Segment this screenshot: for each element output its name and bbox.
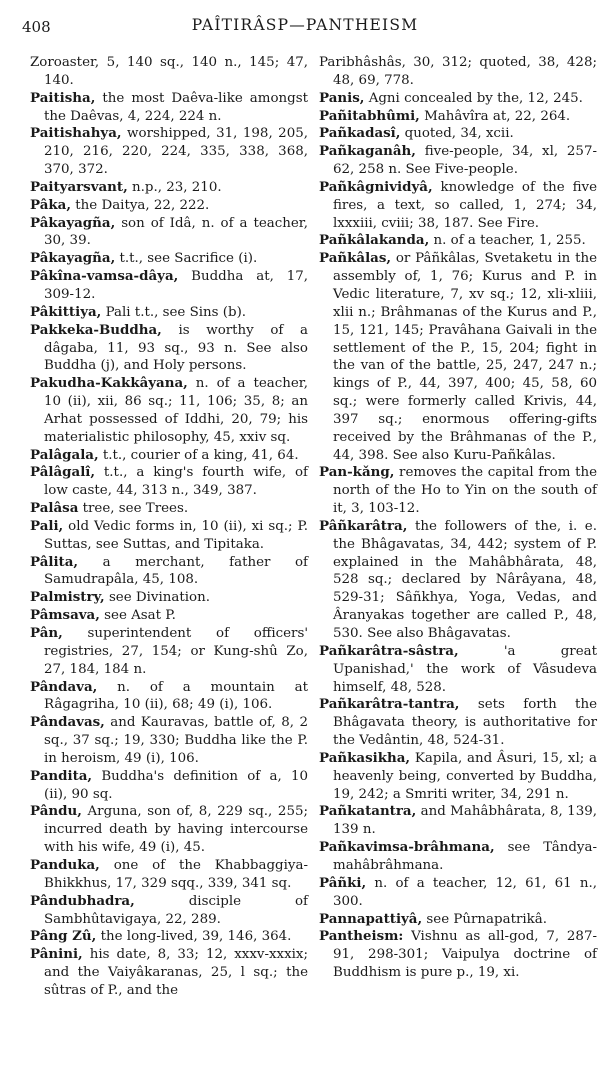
entry-text: 'a great Upanishad,' the work of Vâsudeva himself, 48, 528. [333,643,597,695]
index-entry [319,143,597,179]
entry-text: old Vedic forms in, 10 (ii), xi sq.; P. Suttas, see Suttas, and Tipitaka. [44,518,308,552]
entry-headword: Pâkayagña, [30,214,116,231]
index-entry [30,679,308,715]
entry-headword: Pândava, [30,678,98,695]
index-entry [319,643,597,697]
index-entry [30,54,308,90]
entry-headword: Pali, [30,517,64,534]
entry-headword: Pânini, [30,946,83,963]
entry-text: t.t., courier of a king, 41, 64. [102,447,299,463]
index-entry [30,500,308,518]
entry-headword: Pakudha-Kakkâyana, [30,375,188,392]
entry-headword: Pañkaganâh, [319,143,416,160]
entry-headword: Pâñkarâtra, [319,517,408,534]
index-entry [319,928,597,982]
index-entry [30,554,308,590]
index-entry [319,911,597,929]
entry-text: Agni concealed by the, 12, 245. [368,90,583,106]
entry-headword: Pândavas, [30,714,105,731]
entry-headword: Pakkeka-Buddha, [30,321,162,338]
entry-headword: Pân, [30,625,63,641]
index-entry [319,179,597,233]
entry-headword: Pândubhadra, [30,892,135,909]
entry-text: see Tândya-mahâbrâhmana. [333,840,597,873]
index-entry [30,625,308,679]
entry-headword: Pañkatantra, [319,803,417,820]
index-entry [30,857,308,893]
entry-headword: Paitishahya, [30,125,122,142]
entry-text: superintendent of officers' registries, 27, 154; or Kung-shû Zo, 27, 184, 184 n. [44,626,309,677]
index-entry [30,946,308,1000]
entry-text: see Pûrnapatrikâ. [426,911,548,927]
index-entry [319,696,597,750]
entry-text: Buddha's definition of a, 10 (ii), 90 sq. [44,768,308,802]
entry-text: n. of a teacher, 10 (ii), xii, 86 sq.; 11, 106; 35, 8; an Arhat possessed of Iddhi, 20, 79; his materialistic philosophy, 45, xxiv sq. [44,376,308,445]
index-entry [30,607,308,625]
index-entry [30,464,308,500]
entry-text: Pali t.t., see Sins (b). [105,304,247,320]
entry-headword: Pâka, [30,196,72,213]
entry-text: one of the Khabbaggiya-Bhikkhus, 17, 329 sqq., 339, 341 sq. [44,857,308,891]
entry-headword: Pannapattiyâ, [319,910,423,927]
entry-text: n. of a mountain at Râgagriha, 10 (ii), 68; 49 (i), 106. [44,679,308,713]
index-entry [30,304,308,322]
index-column-left [30,54,308,1000]
entry-headword: Palâsa [30,500,79,517]
entry-text: Arguna, son of, 8, 229 sq., 255; incurred death by having intercourse with his wife, 49 (i), 45. [44,804,308,856]
entry-headword: Panduka, [30,856,100,873]
index-entry [30,215,308,251]
entry-headword: Palmistry, [30,589,105,606]
entry-headword: Pâkittiya, [30,303,102,320]
entry-text: the most Daêva-like amongst the Daêvas, 4, 224, 224 n. [44,90,308,124]
entry-text: Mahâvîra at, 22, 264. [424,108,571,124]
entry-headword: Pându, [30,803,82,820]
index-entry [30,268,308,304]
entry-headword: Pâlita, [30,553,79,570]
entry-text: the long-lived, 39, 146, 364. [100,929,292,945]
index-entry [30,375,308,446]
entry-text: knowledge of the five fires, a text, so called, 1, 274; 34, lxxxiii, cviii; 38, 187. See Fire. [333,179,597,231]
page-number: 408 [22,18,51,36]
entry-headword: Pandita, [30,767,93,784]
index-entry [30,447,308,465]
entry-text: quoted, 34, xcii. [404,126,514,142]
entry-text: worshipped, 31, 198, 205, 210, 216, 220, 224, 335, 338, 368, 370, 372. [44,126,308,178]
entry-text: t.t., see Sacrifice (i). [119,251,258,267]
entry-text: is worthy of a dâgaba, 11, 93 sq., 93 n. See also Buddha (j), and Holy persons. [44,322,309,374]
entry-headword: Palâgala, [30,446,99,463]
index-entry [319,54,597,90]
entry-headword: Paitisha, [30,89,96,106]
entry-text: n.p., 23, 210. [132,179,222,195]
entry-headword: Pan-kǎng, [319,464,395,481]
index-entry [319,90,597,108]
entry-text: Zoroaster, 5, 140 sq., 140 n., 145; 47, 140. [30,55,308,88]
entry-text: and Mahâbhârata, 8, 139, 139 n. [333,804,597,838]
index-entry [30,714,308,768]
entry-headword: Pâmsava, [30,607,100,624]
index-entry [30,803,308,857]
entry-text: removes the capital from the north of the Ho to Yin on the south of it, 3, 103-12. [333,465,597,517]
entry-headword: Pañkâlas, [319,250,392,267]
index-entry [30,928,308,946]
entry-text: Buddha at, 17, 309-12. [44,269,308,302]
entry-headword: Pâlâgalî, [30,464,96,481]
entry-text: and Kauravas, battle of, 8, 2 sq., 37 sq.; 19, 330; Buddha like the P. in heroism, 49 (i), 106. [44,715,308,766]
index-entry [30,197,308,215]
index-entry [319,232,597,250]
entry-headword: Pañkavimsa-brâhmana, [319,839,495,856]
entry-text: tree, see Trees. [82,501,189,517]
index-entry [30,179,308,197]
entry-text: five-people, 34, xl, 257-62, 258 n. See Five-people. [333,144,597,178]
index-entry [30,518,308,554]
entry-text: t.t., a king's fourth wife, of low caste, 44, 313 n., 349, 387. [44,465,308,499]
entry-headword: Panis, [319,89,365,106]
index-entry [30,90,308,126]
entry-headword: Pantheism: [319,928,404,945]
index-entry [319,803,597,839]
entry-text: n. of a teacher, 12, 61, 61 n., 300. [333,875,598,909]
entry-headword: Pâng Zû, [30,928,97,945]
entry-headword: Paityarsvant, [30,178,128,195]
entry-headword: Pañitabhûmi, [319,107,420,124]
index-entry [319,108,597,126]
index-entry [30,768,308,804]
entry-headword: Pañkâgnividyâ, [319,178,433,195]
entry-text: the Daitya, 22, 222. [75,197,210,213]
entry-text: Paribhâshâs, 30, 312; quoted, 38, 428; 48, 69, 778. [319,55,597,88]
entry-text: sets forth the Bhâgavata theory, is authoritative for the Vedântin, 48, 524-31. [333,697,597,749]
entry-text: son of Idâ, n. of a teacher, 30, 39. [44,215,308,249]
index-entry [30,125,308,179]
index-entry [30,893,308,929]
entry-text: his date, 8, 33; 12, xxxv-xxxix; and the Vaiyâkaranas, 25, l sq.; the sûtras of P., and the [44,947,308,998]
entry-text: a merchant, father of Samudrapâla, 45, 108. [44,554,308,588]
entry-headword: Pâkayagña, [30,250,116,267]
entry-headword: Pañkâlakanda, [319,232,430,249]
entry-text: disciple of Sambhûtavigaya, 22, 289. [44,893,308,927]
index-entry [319,750,597,804]
index-entry [319,250,597,464]
entry-headword: Pañkarâtra-sâstra, [319,642,459,659]
entry-headword: Pâkîna-vamsa-dâya, [30,268,179,285]
index-column-right [319,54,597,982]
entry-headword: Pañkarâtra-tantra, [319,696,460,713]
entry-text: Vishnu as all-god, 7, 287-91, 298-301; Vaipulya doctrine of Buddhism is pure p., 19, xi. [333,929,597,981]
entry-text: or Pâñkâlas, Svetaketu in the assembly of, 1, 76; Kurus and P. in Vedic literature, 7, xv sq.; 12, xli-xliii, xlii n.; Brâhmanas of the Kurus and P., 15, 121, 145; Pravâhana Gaivali in the settlement of the P., 15, 204; fight in the van of the battle, 25, 247, 247 n.; kings of P., 44, 397, 400; 45, 58, 60 sq.; were formerly called Krivis, 44, 397 sq.; enormous offering-gifts received by the Brâhmanas of the P., 44, 398. See also Kuru-Pañkâlas. [333,251,598,463]
entry-headword: Pañkasikha, [319,749,411,766]
index-entry [319,125,597,143]
entry-text: Kapila, and Âsuri, 15, xl; a heavenly being, converted by Buddha, 19, 242; a Smriti writer, 34, 291 n. [333,750,597,802]
entry-text: n. of a teacher, 1, 255. [433,233,586,249]
index-entry [319,839,597,875]
entry-text: see Asat P. [104,608,176,624]
entry-headword: Pâñki, [319,874,367,891]
entry-text: the followers of the, i. e. the Bhâgavatas, 34, 442; system of P. explained in the Mahâbhârata, 48, 528 sq.; declared by Nârâyana, 48, 529-31; Sâñkhya, Yoga, Vedas, and Âranyakas together are called P., 48, 530. See also Bhâgavatas. [333,518,597,641]
index-entry [30,322,308,376]
index-entry [30,589,308,607]
index-entry [319,875,597,911]
running-head: PAÎTIRÂSP—PANTHEISM [191,16,419,34]
index-entry [319,464,597,518]
entry-text: see Divination. [108,590,210,606]
entry-headword: Pañkadasî, [319,125,401,142]
index-entry [30,250,308,268]
index-entry [319,518,597,643]
